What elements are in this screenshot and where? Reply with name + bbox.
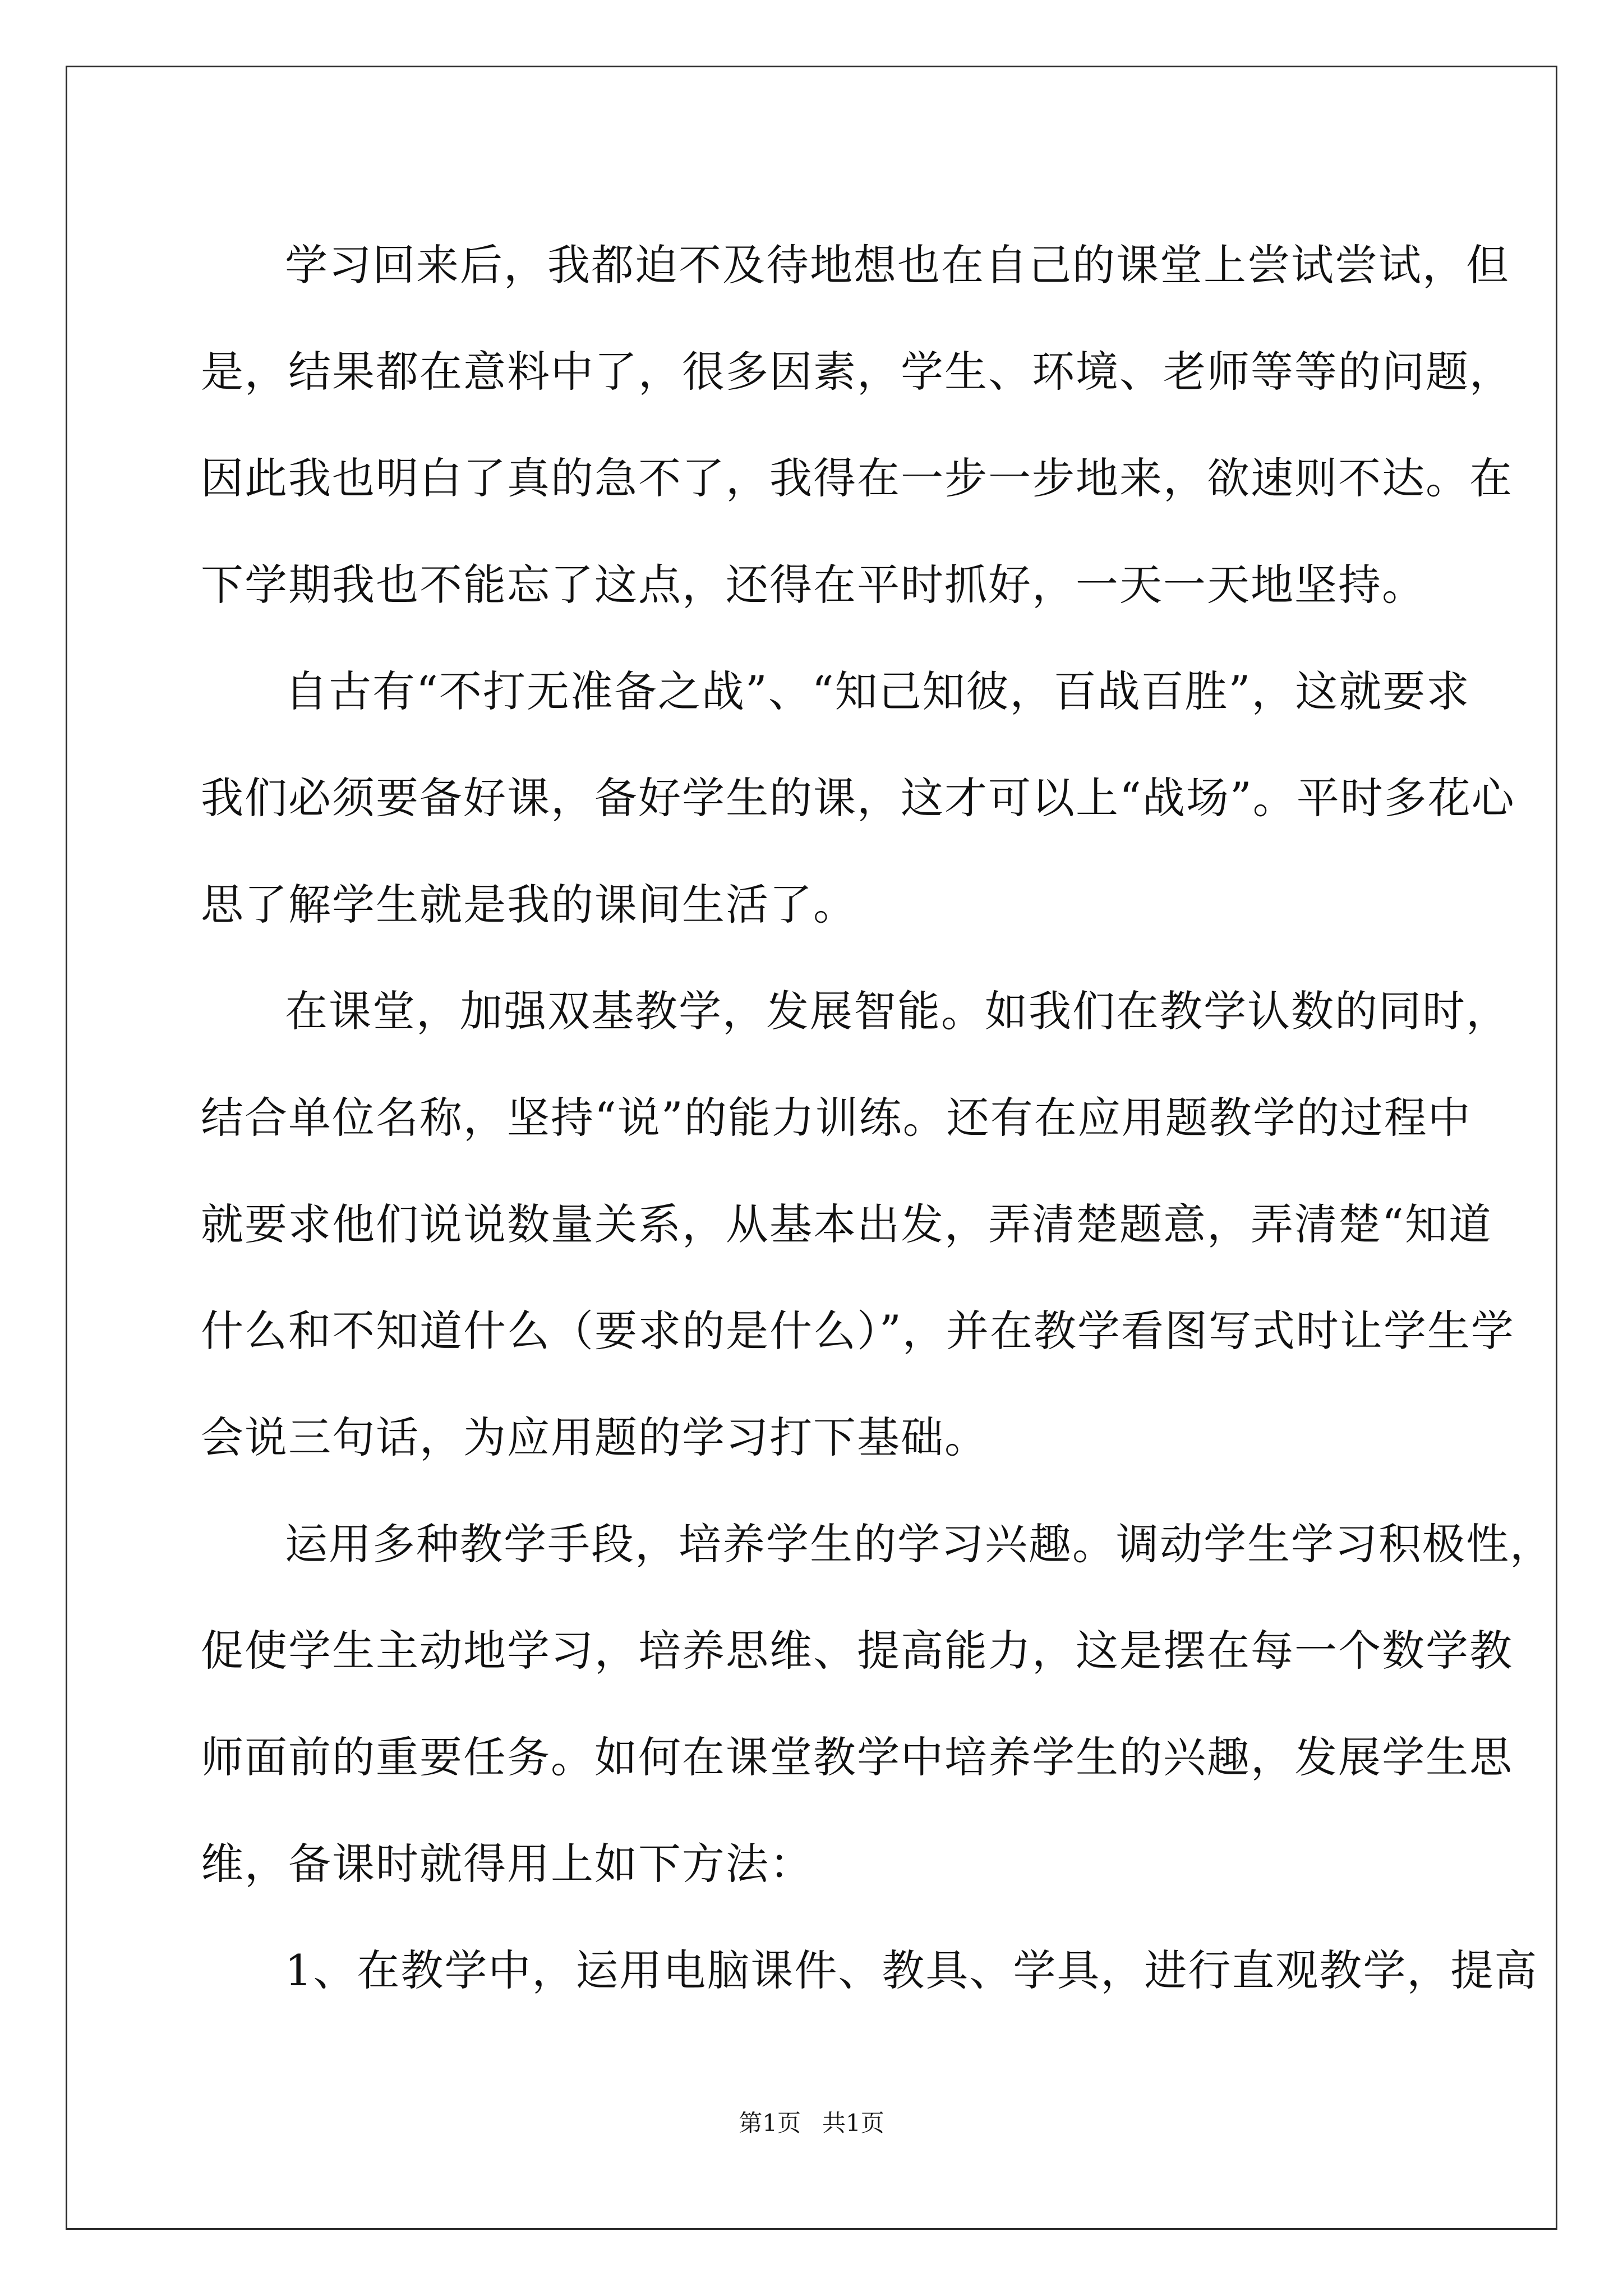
text-line: 维，备课时就得用上如下方法： <box>201 1839 813 1889</box>
text-line: 结合单位名称，坚持“说”的能力训练。还有在应用题教学的过程中 <box>201 1093 1472 1143</box>
text-line: 因此我也明白了真的急不了，我得在一步一步地来，欲速则不达。在 <box>201 453 1513 503</box>
text-line: 促使学生主动地学习，培养思维、提高能力，这是摆在每一个数学教 <box>201 1626 1513 1676</box>
text-line: 1、在教学中，运用电脑课件、教具、学具，进行直观教学，提高 <box>285 1945 1538 1995</box>
document-body <box>201 212 1553 2024</box>
text-line: 就要求他们说说数量关系，从基本出发，弄清楚题意，弄清楚“知道 <box>201 1199 1492 1249</box>
page-total: 共1页 <box>822 2109 884 2137</box>
text-line: 下学期我也不能忘了这点，还得在平时抓好，一天一天地坚持。 <box>201 560 1426 610</box>
text-line: 师面前的重要任务。如何在课堂教学中培养学生的兴趣，发展学生思 <box>201 1732 1513 1782</box>
text-line: 我们必须要备好课，备好学生的课，这才可以上“战场”。平时多花心 <box>201 773 1515 823</box>
text-line: 什么和不知道什么（要求的是什么）”，并在教学看图写式时让学生学 <box>201 1306 1515 1356</box>
page-number: 第1页 <box>739 2109 801 2137</box>
text-line: 是，结果都在意料中了，很多因素，学生、环境、老师等等的问题， <box>201 347 1513 397</box>
text-line: 会说三句话，为应用题的学习打下基础。 <box>201 1412 988 1462</box>
text-line: 运用多种教学手段，培养学生的学习兴趣。调动学生学习积极性， <box>285 1519 1553 1569</box>
page-footer <box>0 2106 1623 2140</box>
text-line: 在课堂，加强双基教学，发展智能。如我们在教学认数的同时， <box>285 986 1510 1036</box>
text-line: 学习回来后，我都迫不及待地想也在自己的课堂上尝试尝试，但 <box>285 240 1510 290</box>
text-line: 自古有“不打无准备之战”、“知己知彼，百战百胜”，这就要求 <box>285 666 1470 716</box>
text-line: 思了解学生就是我的课间生活了。 <box>201 880 857 930</box>
